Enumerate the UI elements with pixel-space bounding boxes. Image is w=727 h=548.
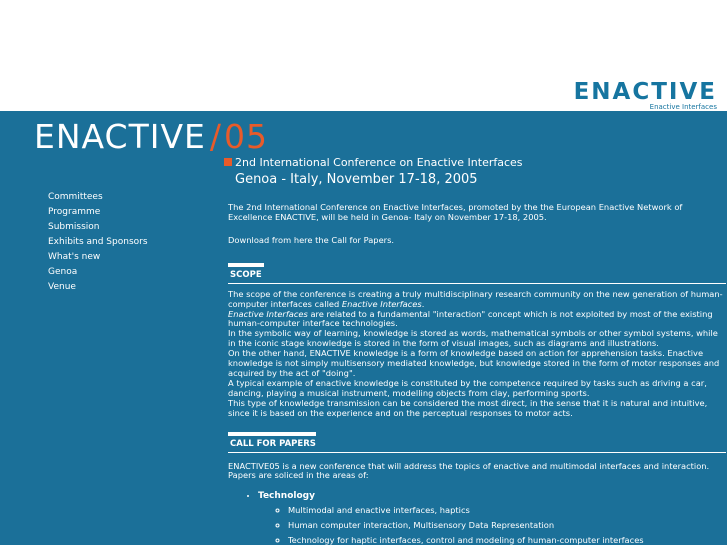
header-bar [0,0,727,111]
scope-paragraph-4: On the other hand, ENACTIVE knowledge is a form of knowledge based on action for apprehension tasks. Enactive knowledge is not simply multisensory mediated knowledge, but knowledge stored in the form of motor responses and acquired by the act of "doing". [228,348,720,378]
brand-word: ENACTIVE [34,117,206,156]
subtopic-item: ◦ Multimodal and enactive interfaces, haptics [288,503,726,518]
logo-text: ENACTIVE [573,79,717,105]
conference-brand [34,118,268,156]
scope-paragraph-3: In the symbolic way of learning, knowledge is stored as words, mathematical symbols or other symbol systems, while in the iconic stage knowledge is stored in the form of visual images, such as diagrams and illustrations. [228,328,718,349]
subtopic-item: ◦ Human computer interaction, Multisensory Data Representation [288,518,726,533]
brand-slash: / [209,117,223,156]
orange-square-icon [224,158,232,166]
scope-paragraph-2 [228,310,726,330]
scope-paragraph-1 [228,290,726,310]
scope-paragraph-6: This type of knowledge transmission can be considered the most direct, in the sense that it is natural and intuitive, since it is based on the experience and on the perceptual responses to motor acts. [228,397,708,418]
nav-venue[interactable]: Venue [48,282,76,292]
scope-p2-em: Enactive Interfaces [228,308,308,319]
nav-committees[interactable]: Committees [48,192,103,202]
nav-submission[interactable]: Submission [48,222,100,232]
enactive-logo[interactable] [574,80,717,111]
logo-subtitle: Enactive Interfaces [649,103,717,111]
nav-exhibits-sponsors[interactable]: Exhibits and Sponsors [48,237,148,247]
topic-item [258,489,726,548]
conference-dateline: Genoa - Italy, November 17-18, 2005 [235,172,478,187]
main-content [228,203,726,548]
cfp-text: ENACTIVE05 is a new conference that will address the topics of enactive and multimodal interfaces and interaction. Papers are soliced in the areas of: [228,460,710,481]
scope-p1-end: . [421,298,425,309]
subtopic-item: ◦ Technology for haptic interfaces, control and modeling of human-computer interfaces [288,533,726,548]
conference-subtitle [224,156,523,169]
brand-number: 05 [224,117,269,156]
subtopics-list [258,503,726,548]
scope-p1-text: The scope of the conference is creating a truly multidisciplinary research community on the new generation of human-computer interfaces called [228,288,723,309]
nav-programme[interactable]: Programme [48,207,101,217]
download-cfp-link[interactable]: Download from here the Call for Papers. [228,234,395,245]
scope-p2-text: are related to a fundamental "interaction" concept which is not exploited by most of the existing human-computer interface technologies. [228,308,713,329]
scope-paragraph-5: A typical example of enactive knowledge is constituted by the competence required by tasks such as driving a car, dancing, playing a musical instrument, modelling objects from clay, performing sports. [228,377,707,398]
scope-title: SCOPE [230,269,262,280]
topic-name: Technology [258,491,315,502]
scope-p1-em: Enactive Interfaces [341,298,422,309]
topics-list [228,489,726,548]
subtitle-text: 2nd International Conference on Enactive Interfaces [235,156,523,169]
sidebar-nav [48,190,148,295]
intro-text: The 2nd International Conference on Enactive Interfaces, promoted by the the European Enactive Network of Excellence ENACTIVE, will be held in Genoa- Italy on November 17-18, 2005. [228,202,683,222]
nav-whats-new[interactable]: What's new [48,252,101,262]
cfp-title: CALL FOR PAPERS [230,438,316,449]
nav-genoa[interactable]: Genoa [48,267,78,277]
